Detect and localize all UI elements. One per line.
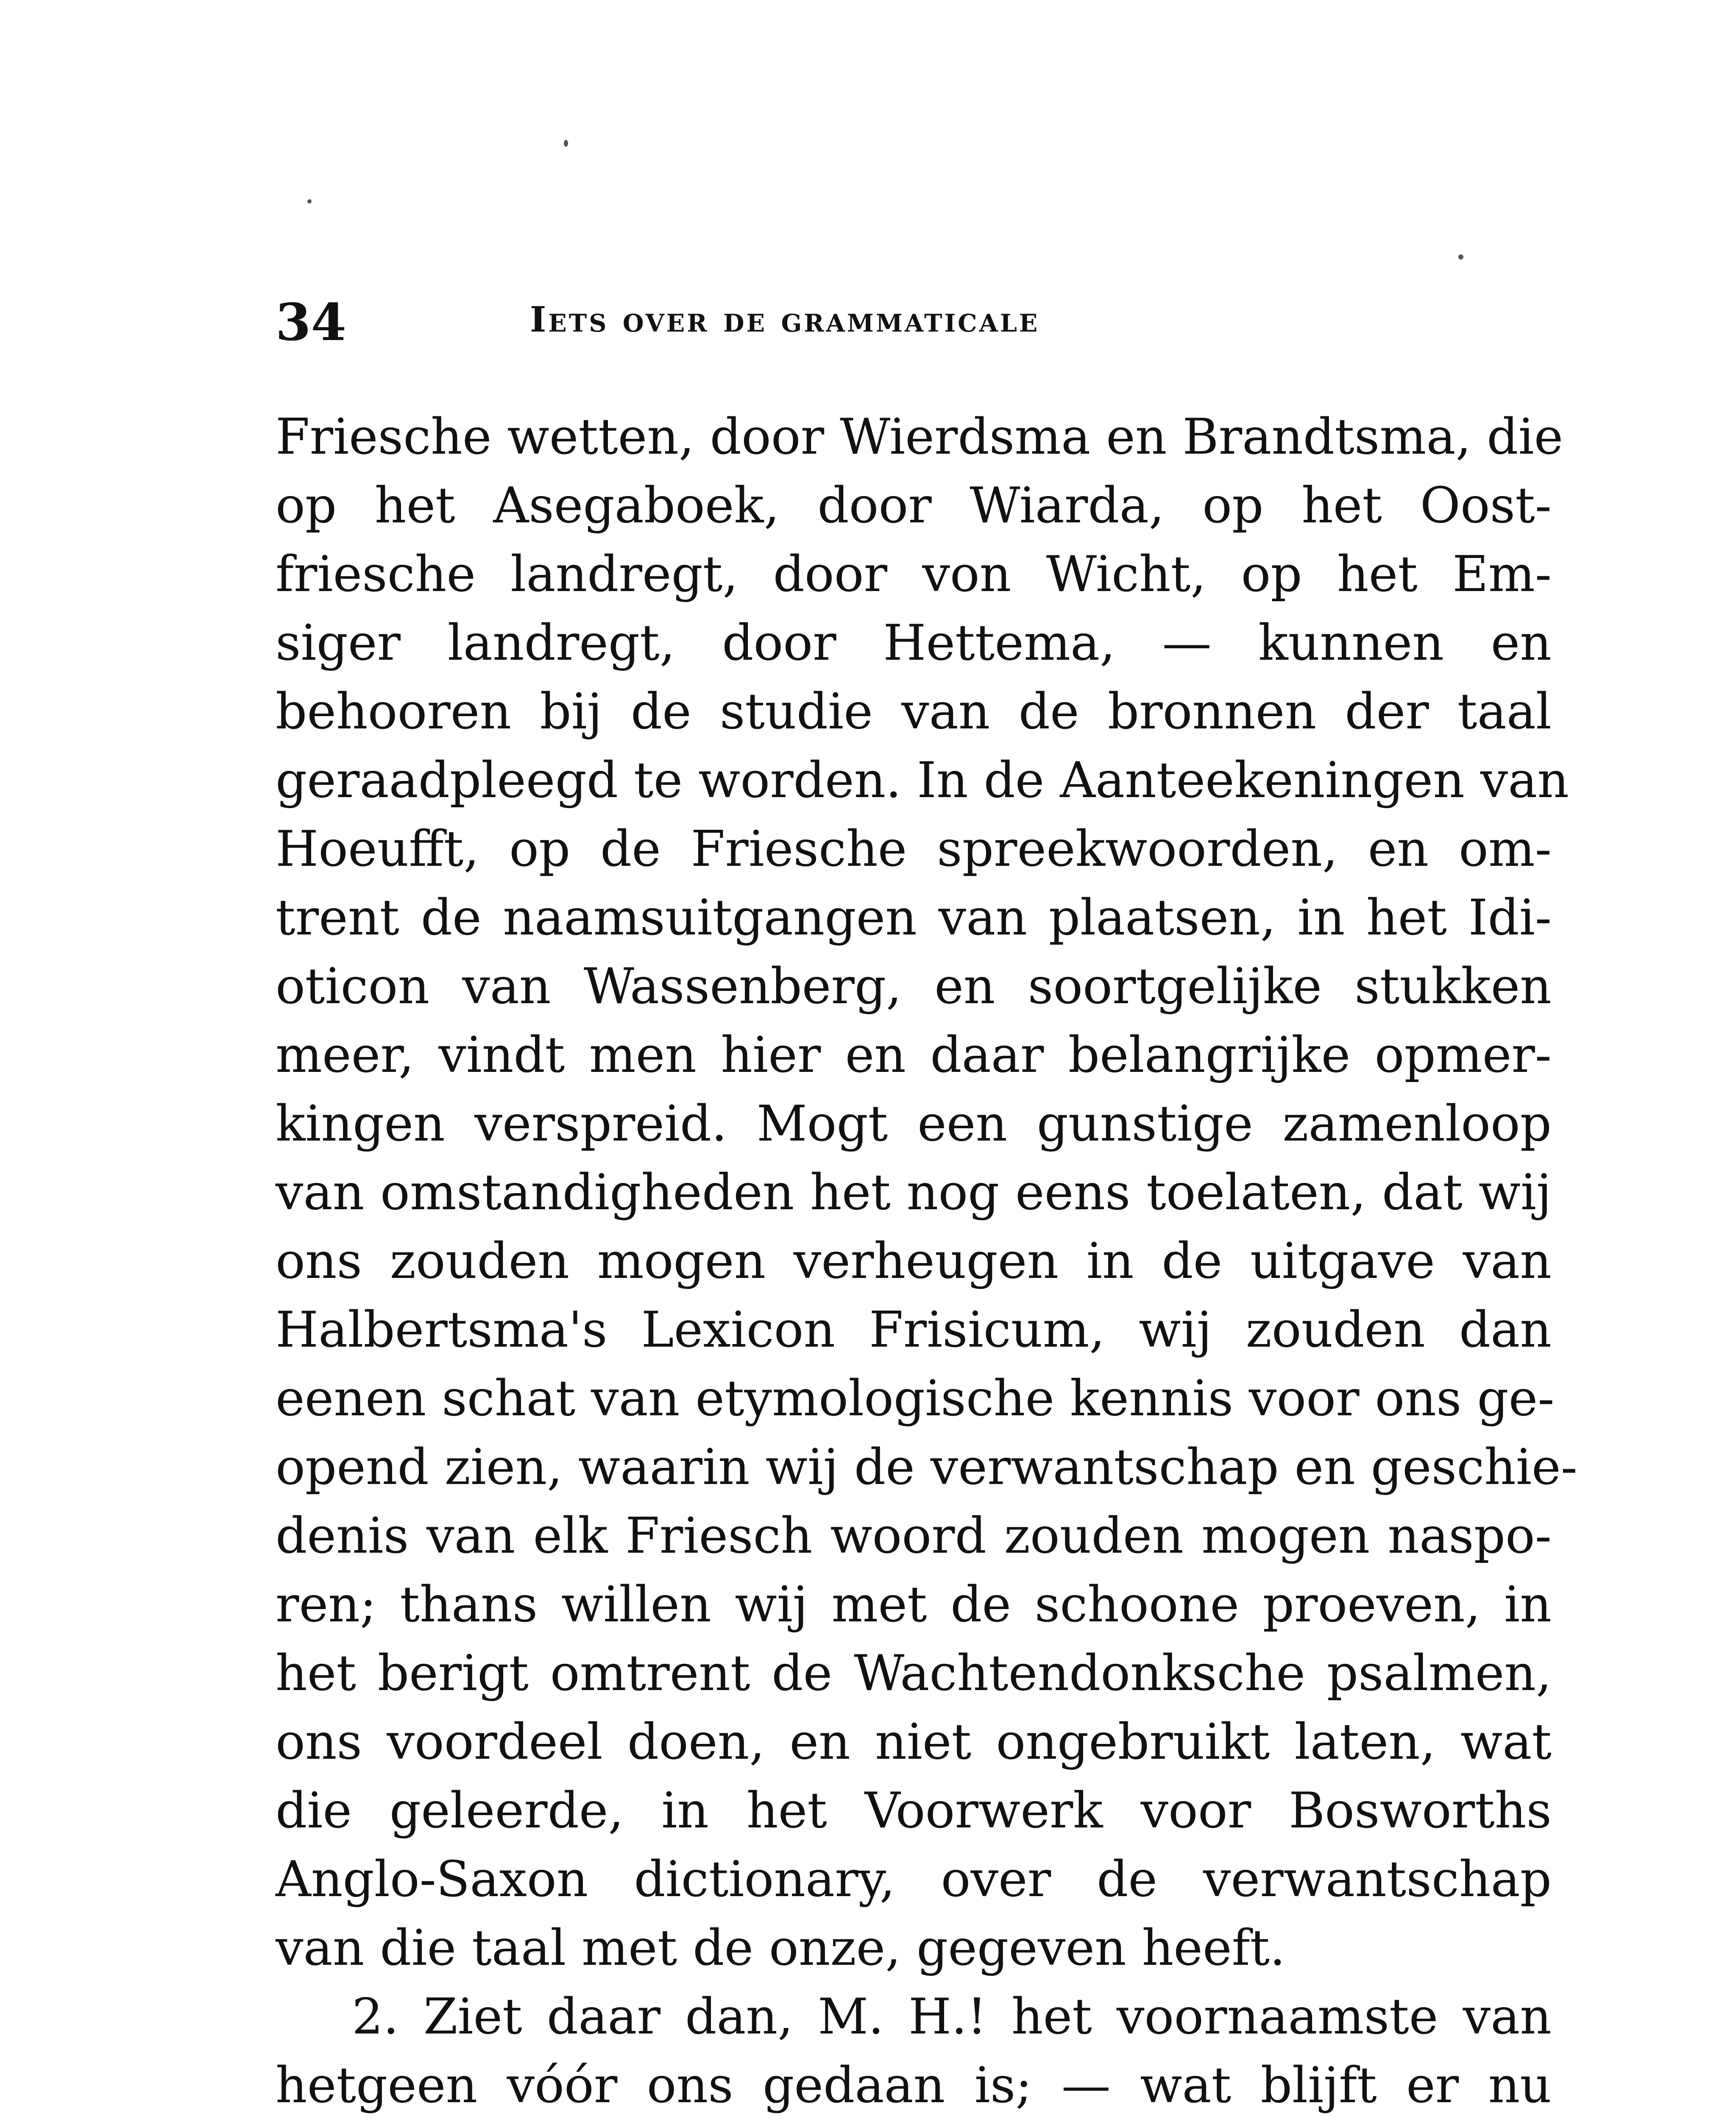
body-line: kingen verspreid. Mogt een gunstige zamenloop (276, 1095, 1552, 1152)
body-line: Friesche wetten, door Wierdsma en Brandtsma, die (276, 408, 1563, 466)
body-line: ren; thans willen wij met de schoone proeven, in (276, 1576, 1552, 1633)
page-number: 34 (276, 293, 346, 352)
body-line: opend zien, waarin wij de verwantschap en geschie- (276, 1439, 1577, 1496)
body-line: van omstandigheden het nog eens toelaten, dat wij (276, 1164, 1552, 1221)
body-text (276, 403, 1577, 2120)
body-line: op het Asegaboek, door Wiarda, op het Oost- (276, 477, 1552, 534)
scan-speck (1458, 254, 1463, 259)
scan-speck (307, 199, 312, 204)
body-line: hetgeen vóór ons gedaan is; — wat blijft er nu (276, 2057, 1552, 2114)
scan-speck (564, 140, 568, 147)
body-line: Anglo-Saxon dictionary, over de verwantschap (276, 1851, 1552, 1908)
body-line: het berigt omtrent de Wachtendonksche psalmen, (276, 1645, 1552, 1702)
paragraph-start-line: 2. Ziet daar dan, M. H.! het voornaamste van (352, 1988, 1552, 2045)
body-line: oticon van Wassenberg, en soortgelijke stukken (276, 958, 1552, 1015)
body-line: van die taal met de onze, gegeven heeft. (276, 1919, 1286, 1977)
body-line: die geleerde, in het Voorwerk voor Bosworths (276, 1782, 1552, 1839)
body-line: ons zouden mogen verheugen in de uitgave van (276, 1233, 1552, 1290)
body-line: ons voordeel doen, en niet ongebruikt laten, wat (276, 1713, 1552, 1771)
body-line: behooren bij de studie van de bronnen der taal (276, 683, 1552, 740)
running-title: Iets over de grammaticale (530, 299, 1040, 340)
body-line: Hoeufft, op de Friesche spreekwoorden, en om- (276, 820, 1552, 878)
page-header (276, 293, 1547, 356)
body-line: meer, vindt men hier en daar belangrijke opmer- (276, 1027, 1552, 1084)
body-line: friesche landregt, door von Wicht, op het Em- (276, 546, 1552, 603)
body-line: denis van elk Friesch woord zouden mogen naspo- (276, 1507, 1552, 1565)
body-line: eenen schat van etymologische kennis voor ons ge- (276, 1370, 1555, 1427)
body-line: geraadpleegd te worden. In de Aanteekeningen van (276, 752, 1569, 809)
body-line: siger landregt, door Hettema, — kunnen en (276, 614, 1552, 672)
body-line: trent de naamsuitgangen van plaatsen, in het Idi- (276, 889, 1552, 946)
body-line: Halbertsma's Lexicon Frisicum, wij zouden dan (276, 1301, 1552, 1358)
